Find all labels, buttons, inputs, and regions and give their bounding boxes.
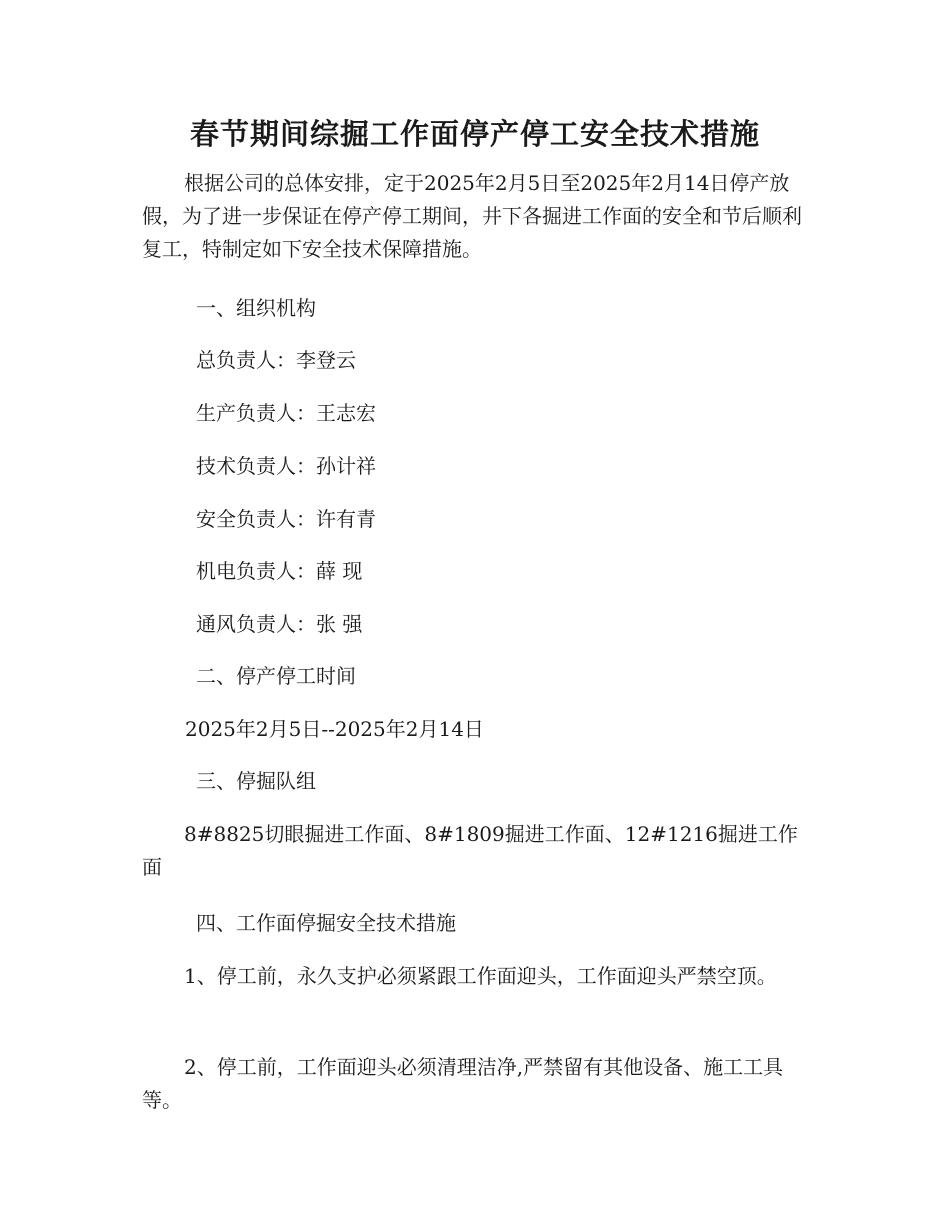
section-heading-shutdown-time: 二、停产停工时间 bbox=[196, 664, 356, 688]
section-heading-teams: 三、停掘队组 bbox=[196, 769, 316, 793]
section-heading-safety-measures: 四、工作面停掘安全技术措施 bbox=[196, 911, 456, 935]
measure-item: 1、停工前，永久支护必须紧跟工作面迎头，工作面迎头严禁空顶。 bbox=[184, 964, 777, 988]
intro-paragraph: 根据公司的总体安排，定于2025年2月5日至2025年2月14日停产放假，为了进一步保证在停产停工期间，井下各掘进工作面的安全和节后顺利复工，特制定如下安全技术保障措施。 bbox=[142, 171, 802, 261]
document-title: 春节期间综掘工作面停产停工安全技术措施 bbox=[189, 117, 760, 151]
shutdown-time-range: 2025年2月5日--2025年2月14日 bbox=[185, 717, 484, 741]
org-member-electromechanical: 机电负责人：薛 现 bbox=[196, 559, 363, 583]
measure-item: 2、停工前，工作面迎头必须清理洁净,严禁留有其他设备、施工工具等。 bbox=[142, 1055, 784, 1112]
teams-paragraph: 8#8825切眼掘进工作面、8#1809掘进工作面、12#1216掘进工作面 bbox=[142, 822, 798, 879]
org-member-general: 总负责人：李登云 bbox=[196, 348, 356, 372]
org-member-safety: 安全负责人：许有青 bbox=[196, 507, 376, 531]
org-member-technical: 技术负责人：孙计祥 bbox=[196, 454, 376, 478]
org-member-production: 生产负责人：王志宏 bbox=[196, 401, 376, 425]
org-member-ventilation: 通风负责人：张 强 bbox=[196, 612, 363, 636]
section-heading-organization: 一、组织机构 bbox=[196, 296, 316, 320]
